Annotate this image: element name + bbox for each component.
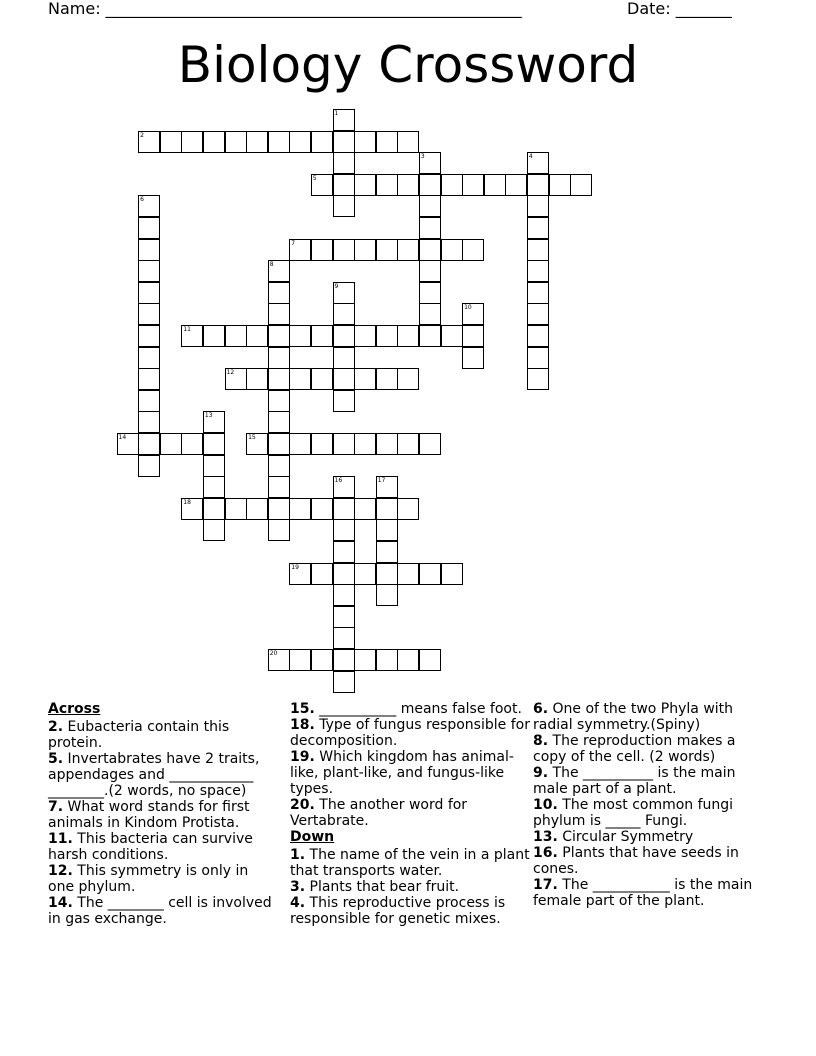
clue-number: 2.: [48, 719, 64, 735]
grid-cell[interactable]: [333, 195, 355, 217]
grid-cell[interactable]: [354, 498, 376, 520]
grid-cell[interactable]: [117, 433, 139, 455]
clue-text: This reproductive process is responsible for genetic mixes.: [290, 895, 506, 927]
grid-cell[interactable]: [354, 239, 376, 261]
grid-cell[interactable]: [160, 131, 182, 153]
grid-cell[interactable]: [203, 455, 225, 477]
page-title: Biology Crossword: [177, 36, 639, 94]
grid-cell[interactable]: [397, 131, 419, 153]
grid-cell[interactable]: [138, 368, 160, 390]
clue-text: This symmetry is only in one phylum.: [48, 863, 249, 895]
grid-cell[interactable]: [441, 239, 463, 261]
grid-cell[interactable]: [527, 368, 549, 390]
cell-number: 14: [118, 434, 127, 441]
clue-number: 3.: [290, 879, 306, 895]
grid-cell[interactable]: [289, 368, 311, 390]
grid-cell[interactable]: [138, 347, 160, 369]
clue-item: [48, 751, 278, 799]
grid-cell[interactable]: [397, 325, 419, 347]
grid-cell[interactable]: [138, 325, 160, 347]
grid-cell[interactable]: [268, 649, 290, 671]
clue-text: One of the two Phyla with radial symmetry.(Spiny): [533, 701, 734, 733]
grid-cell[interactable]: [527, 195, 549, 217]
grid-cell[interactable]: [225, 131, 247, 153]
grid-cell[interactable]: [376, 476, 398, 498]
grid-cell[interactable]: [527, 174, 549, 196]
clue-text: ___________ means false foot.: [314, 701, 522, 717]
cell-number: 9: [334, 282, 339, 290]
grid-cell[interactable]: [268, 455, 290, 477]
clue-text: Plants that bear fruit.: [305, 879, 460, 895]
grid-cell[interactable]: [376, 174, 398, 196]
grid-cell[interactable]: [397, 649, 419, 671]
grid-cell[interactable]: [289, 325, 311, 347]
clue-item: [290, 797, 530, 829]
clue-number: 17.: [533, 877, 558, 893]
clue-item: [48, 799, 278, 831]
clue-number: 16.: [533, 845, 558, 861]
clue-number: 18.: [290, 717, 315, 733]
grid-cell[interactable]: [311, 174, 333, 196]
grid-cell[interactable]: [268, 390, 290, 412]
grid-cell[interactable]: [397, 174, 419, 196]
grid-cell[interactable]: [376, 541, 398, 563]
grid-cell[interactable]: [376, 584, 398, 606]
grid-cell[interactable]: [354, 325, 376, 347]
cell-number: 20: [269, 650, 278, 657]
grid-cell[interactable]: [441, 174, 463, 196]
cell-number: 10: [464, 304, 472, 312]
across-heading: Across: [48, 701, 101, 717]
grid-cell[interactable]: [527, 303, 549, 325]
clues-column-1: [48, 701, 278, 927]
clue-number: 20.: [290, 797, 315, 813]
grid-cell[interactable]: [397, 239, 419, 261]
grid-cell[interactable]: [333, 519, 355, 541]
clue-number: 11.: [48, 831, 73, 847]
grid-cell[interactable]: [138, 282, 160, 304]
cell-number: 18: [183, 498, 191, 506]
grid-cell[interactable]: [181, 325, 203, 347]
grid-cell[interactable]: [419, 282, 441, 304]
grid-cell[interactable]: [181, 433, 203, 455]
grid-cell[interactable]: [333, 368, 355, 390]
clue-text: The __________ is the main male part of a plant.: [533, 765, 736, 797]
clue-number: 10.: [533, 797, 558, 813]
clue-text: Eubacteria contain this protein.: [48, 719, 230, 751]
clue-number: 5.: [48, 751, 64, 767]
clue-text: The ___________ is the main female part of the plant.: [533, 877, 753, 909]
cell-number: 15: [248, 434, 256, 441]
across-clue-list-continued: [290, 701, 530, 829]
cell-number: 2: [140, 131, 144, 139]
grid-cell[interactable]: [354, 368, 376, 390]
clue-item: [290, 701, 530, 717]
clue-text: The name of the vein in a plant that transports water.: [290, 847, 530, 879]
grid-cell[interactable]: [246, 368, 268, 390]
grid-cell[interactable]: [419, 433, 441, 455]
cell-number: 17: [377, 477, 386, 485]
clue-number: 4.: [290, 895, 306, 911]
grid-cell[interactable]: [462, 239, 484, 261]
grid-cell[interactable]: [311, 498, 333, 520]
grid-cell[interactable]: [354, 174, 376, 196]
grid-cell[interactable]: [289, 498, 311, 520]
clue-item: [533, 701, 773, 733]
grid-cell[interactable]: [333, 174, 355, 196]
clue-item: [48, 719, 278, 751]
grid-cell[interactable]: [160, 433, 182, 455]
clue-number: 13.: [533, 829, 558, 845]
grid-cell[interactable]: [268, 347, 290, 369]
grid-cell[interactable]: [462, 303, 484, 325]
grid-cell[interactable]: [289, 649, 311, 671]
down-heading: Down: [290, 829, 335, 845]
clue-text: The another word for Vertabrate.: [290, 797, 468, 829]
grid-cell[interactable]: [268, 519, 290, 541]
grid-cell[interactable]: [527, 217, 549, 239]
clue-text: Invertabrates have 2 traits, appendages and ____________ ________.(2 words, no space): [48, 751, 260, 799]
grid-cell[interactable]: [419, 174, 441, 196]
grid-cell[interactable]: [354, 131, 376, 153]
grid-cell[interactable]: [376, 239, 398, 261]
grid-cell[interactable]: [333, 347, 355, 369]
grid-cell[interactable]: [203, 519, 225, 541]
grid-cell[interactable]: [311, 131, 333, 153]
grid-cell[interactable]: [203, 325, 225, 347]
grid-cell[interactable]: [289, 563, 311, 585]
grid-cell[interactable]: [138, 239, 160, 261]
grid-cell[interactable]: [333, 152, 355, 174]
clue-number: 9.: [533, 765, 549, 781]
grid-cell[interactable]: [419, 260, 441, 282]
clue-item: [48, 895, 278, 927]
grid-cell[interactable]: [333, 303, 355, 325]
cell-number: 1: [334, 110, 339, 117]
grid-cell[interactable]: [268, 476, 290, 498]
cell-number: 11: [183, 326, 191, 333]
grid-cell[interactable]: [311, 649, 333, 671]
clue-text: This bacteria can survive harsh conditions.: [48, 831, 253, 863]
grid-cell[interactable]: [333, 649, 355, 671]
down-clue-list-continued: [533, 701, 773, 909]
grid-cell[interactable]: [549, 174, 571, 196]
grid-cell[interactable]: [246, 325, 268, 347]
clue-item: [290, 847, 530, 879]
grid-cell[interactable]: [376, 563, 398, 585]
grid-cell[interactable]: [376, 498, 398, 520]
grid-cell[interactable]: [333, 282, 355, 304]
cell-number: 4: [528, 153, 533, 161]
grid-cell[interactable]: [268, 282, 290, 304]
clue-text: The reproduction makes a copy of the cell. (2 words): [533, 733, 736, 765]
clue-number: 8.: [533, 733, 549, 749]
grid-cell[interactable]: [333, 433, 355, 455]
cell-number: 7: [291, 239, 296, 247]
grid-cell[interactable]: [225, 325, 247, 347]
cell-number: 3: [420, 153, 425, 161]
name-field-label: Name: ____________________________________________________: [48, 0, 522, 18]
grid-cell[interactable]: [570, 174, 592, 196]
cell-number: 12: [226, 369, 235, 377]
clue-text: The ________ cell is involved in gas exchange.: [48, 895, 272, 927]
grid-cell[interactable]: [225, 498, 247, 520]
clue-item: [533, 797, 773, 829]
clue-item: [290, 895, 530, 927]
clue-number: 14.: [48, 895, 73, 911]
clue-item: [533, 829, 773, 845]
grid-cell[interactable]: [138, 260, 160, 282]
grid-cell[interactable]: [311, 325, 333, 347]
clue-item: [533, 845, 773, 877]
grid-cell[interactable]: [376, 368, 398, 390]
grid-cell[interactable]: [333, 606, 355, 628]
grid-cell[interactable]: [138, 303, 160, 325]
grid-cell[interactable]: [419, 195, 441, 217]
grid-cell[interactable]: [333, 627, 355, 649]
grid-cell[interactable]: [289, 131, 311, 153]
grid-cell[interactable]: [138, 131, 160, 153]
grid-cell[interactable]: [419, 303, 441, 325]
grid-cell[interactable]: [376, 131, 398, 153]
grid-cell[interactable]: [333, 109, 355, 131]
grid-cell[interactable]: [441, 325, 463, 347]
grid-cell[interactable]: [419, 152, 441, 174]
date-field-label: Date: _______: [627, 0, 732, 18]
grid-cell[interactable]: [441, 563, 463, 585]
grid-cell[interactable]: [527, 239, 549, 261]
cell-number: 5: [312, 174, 317, 182]
grid-cell[interactable]: [333, 563, 355, 585]
clues-column-3: [533, 701, 773, 909]
grid-cell[interactable]: [138, 390, 160, 412]
clue-number: 1.: [290, 847, 306, 863]
grid-cell[interactable]: [138, 195, 160, 217]
grid-cell[interactable]: [203, 498, 225, 520]
clue-item: [290, 717, 530, 749]
grid-cell[interactable]: [333, 541, 355, 563]
grid-cell[interactable]: [462, 347, 484, 369]
grid-cell[interactable]: [268, 303, 290, 325]
grid-cell[interactable]: [333, 131, 355, 153]
grid-cell[interactable]: [419, 325, 441, 347]
grid-cell[interactable]: [246, 433, 268, 455]
grid-cell[interactable]: [376, 649, 398, 671]
clue-item: [533, 877, 773, 909]
clues-column-2: [290, 701, 530, 927]
clue-item: [290, 879, 530, 895]
clue-item: [533, 765, 773, 797]
grid-cell[interactable]: [354, 433, 376, 455]
grid-cell[interactable]: [289, 433, 311, 455]
grid-cell[interactable]: [527, 282, 549, 304]
clue-text: The most common fungi phylum is _____ Fungi.: [533, 797, 734, 829]
cell-number: 8: [269, 261, 274, 269]
cell-number: 16: [334, 477, 343, 485]
grid-cell[interactable]: [333, 498, 355, 520]
grid-cell[interactable]: [311, 563, 333, 585]
grid-cell[interactable]: [397, 498, 419, 520]
grid-cell[interactable]: [268, 433, 290, 455]
grid-cell[interactable]: [268, 368, 290, 390]
grid-cell[interactable]: [138, 455, 160, 477]
clue-number: 7.: [48, 799, 64, 815]
grid-cell[interactable]: [527, 152, 549, 174]
grid-cell[interactable]: [397, 563, 419, 585]
grid-cell[interactable]: [138, 411, 160, 433]
grid-cell[interactable]: [225, 368, 247, 390]
grid-cell[interactable]: [268, 260, 290, 282]
grid-cell[interactable]: [181, 498, 203, 520]
grid-cell[interactable]: [333, 239, 355, 261]
grid-cell[interactable]: [268, 411, 290, 433]
grid-cell[interactable]: [333, 325, 355, 347]
clue-text: Plants that have seeds in cones.: [533, 845, 739, 877]
grid-cell[interactable]: [203, 131, 225, 153]
clue-item: [48, 831, 278, 863]
clue-number: 15.: [290, 701, 315, 717]
clue-item: [290, 749, 530, 797]
clue-text: Which kingdom has animal-like, plant-like, and fungus-like types.: [290, 749, 514, 797]
clue-text: Type of fungus responsible for decomposition.: [290, 717, 530, 749]
grid-cell[interactable]: [462, 325, 484, 347]
clue-text: Circular Symmetry: [557, 829, 694, 845]
grid-cell[interactable]: [311, 433, 333, 455]
grid-cell[interactable]: [397, 433, 419, 455]
grid-cell[interactable]: [419, 217, 441, 239]
grid-cell[interactable]: [354, 563, 376, 585]
grid-cell[interactable]: [527, 260, 549, 282]
clue-text: What word stands for first animals in Kindom Protista.: [48, 799, 250, 831]
grid-cell[interactable]: [333, 476, 355, 498]
grid-cell[interactable]: [333, 671, 355, 693]
grid-cell[interactable]: [311, 368, 333, 390]
grid-cell[interactable]: [138, 433, 160, 455]
grid-cell[interactable]: [203, 433, 225, 455]
grid-cell[interactable]: [527, 347, 549, 369]
grid-cell[interactable]: [419, 563, 441, 585]
grid-cell[interactable]: [527, 325, 549, 347]
grid-cell[interactable]: [419, 239, 441, 261]
grid-cell[interactable]: [246, 498, 268, 520]
grid-cell[interactable]: [246, 131, 268, 153]
grid-cell[interactable]: [268, 498, 290, 520]
grid-cell[interactable]: [268, 131, 290, 153]
grid-cell[interactable]: [268, 325, 290, 347]
clue-item: [48, 863, 278, 895]
grid-cell[interactable]: [376, 433, 398, 455]
across-clue-list: [48, 719, 278, 927]
down-clue-list: [290, 847, 530, 927]
clue-number: 6.: [533, 701, 549, 717]
grid-cell[interactable]: [138, 217, 160, 239]
cell-number: 19: [291, 563, 299, 571]
clue-number: 19.: [290, 749, 315, 765]
grid-cell[interactable]: [181, 131, 203, 153]
grid-cell[interactable]: [376, 325, 398, 347]
cell-number: 13: [204, 412, 213, 420]
grid-cell[interactable]: [505, 174, 527, 196]
grid-cell[interactable]: [203, 476, 225, 498]
grid-cell[interactable]: [289, 239, 311, 261]
cell-number: 6: [140, 196, 144, 204]
grid-cell[interactable]: [397, 368, 419, 390]
grid-cell[interactable]: [462, 174, 484, 196]
grid-cell[interactable]: [484, 174, 506, 196]
grid-cell[interactable]: [354, 649, 376, 671]
grid-cell[interactable]: [333, 584, 355, 606]
grid-cell[interactable]: [203, 411, 225, 433]
clue-number: 12.: [48, 863, 73, 879]
grid-cell[interactable]: [333, 390, 355, 412]
clue-item: [533, 733, 773, 765]
grid-cell[interactable]: [376, 519, 398, 541]
grid-cell[interactable]: [419, 649, 441, 671]
grid-cell[interactable]: [311, 239, 333, 261]
